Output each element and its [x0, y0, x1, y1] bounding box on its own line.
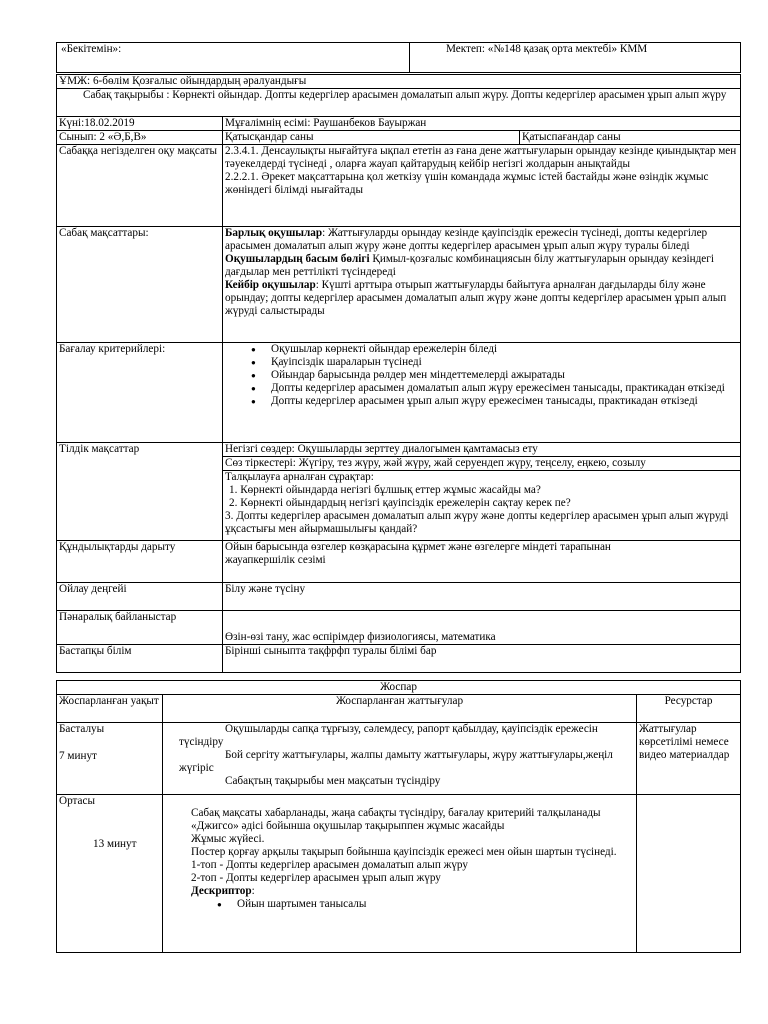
- criteria-list: [225, 343, 738, 408]
- middle-line-1: Сабақ мақсаты хабарланады, жаңа сабақты түсіндіру, бағалау критерийі талқыланады: [191, 807, 601, 819]
- values-cell: [223, 541, 741, 583]
- middle-time: 13 минут: [93, 838, 137, 850]
- middle-time-cell: [57, 795, 163, 953]
- steps-title: Жоспар: [380, 681, 417, 693]
- steps-table: [56, 680, 741, 953]
- objectives-label-cell: [57, 145, 223, 227]
- lang-question-1: 1. Көрнекті ойындарда негізгі бұлшық еттер жұмыс жасайды ма?: [229, 484, 541, 496]
- date-text: Күні:18.02.2019: [59, 117, 135, 129]
- lang-label-cell: [57, 443, 223, 541]
- present-cell: [223, 131, 520, 145]
- middle-activity-cell: [163, 795, 637, 953]
- start-line-2: Бой сергіту жаттығулары, жалпы дамыту жаттығулары, жүру жаттығулары,жеңіл жүгіріс: [179, 749, 613, 774]
- objective-1: 2.3.4.1. Денсаулықты нығайтуға ықпал ететін аз ғана дене жаттығуларын орындау кезінде қиындықтар мен тәуекелдерді түсінеді , оларға жауап қайтарудың кейбір негізгі жолдарын анықтайды: [225, 145, 737, 170]
- class-text: Сынып: 2 «Ә,Б,В»: [59, 131, 147, 143]
- start-res: Жаттығулар көрсетілімі немесе видео материалдар: [639, 723, 730, 761]
- middle-res-cell: [637, 795, 741, 953]
- thinking-text: Білу және түсіну: [225, 583, 306, 595]
- start-time-cell: [57, 723, 163, 795]
- col-time-text: Жоспарланған уақыт: [59, 695, 159, 707]
- criteria-label-cell: [57, 343, 223, 443]
- approve-text: «Бекітемін»:: [61, 43, 122, 55]
- lang-terms: Негізгі сөздер: Оқушыларды зерттеу диалогымен қамтамасыз ету: [225, 443, 538, 455]
- lang-question-2: 2. Көрнекті ойындардың негізгі қауіпсіздік ережелерін сақтау керек пе?: [229, 497, 571, 509]
- values-label-cell: [57, 541, 223, 583]
- absent-text: Қатыспағандар саны: [522, 131, 621, 143]
- objectives-label: Сабаққа негізделген оқу мақсаты: [59, 145, 218, 157]
- criteria-item: ● Ойындар барысында рөлдер мен міндеттемелерді ажыратады: [271, 369, 738, 382]
- goal-some: Кейбір оқушылар: Күшті арттыра отырып жаттығуларды байытуға арналған дағдыларды білу және орындау; допты кедергілер арасымен домалатып алып жүру және допты кедергілер арасымен ұрып алып жүруді салыстырады: [225, 279, 727, 317]
- inter-text: Өзін-өзі тану, жас өспірімдер физиологиясы, математика: [225, 631, 496, 643]
- topic-label: Сабақ тақырыбы :: [83, 89, 173, 101]
- lang-phrases-cell: [223, 457, 741, 471]
- lang-phrases: Сөз тіркестері: Жүгіру, тез жүру, жәй жүру, жай серуендеп жүру, теңселу, еңкею, созылу: [225, 457, 646, 469]
- descriptor-line: Дескриптор:: [191, 885, 255, 897]
- thinking-cell: [223, 583, 741, 611]
- approve-cell: [57, 43, 410, 73]
- descriptor-label: Дескриптор: [191, 885, 252, 897]
- goals-label-cell: [57, 227, 223, 343]
- start-line-1: Оқушыларды сапқа тұрғызу, сәлемдесу, рапорт қабылдау, қауіпсіздік ережесін түсіндіру: [179, 723, 598, 748]
- teacher-text: Мұғалімнің есімі: Раушанбеков Бауыржан: [225, 117, 427, 129]
- criteria-cell: [223, 343, 741, 443]
- thinking-label: Ойлау деңгейі: [59, 583, 127, 595]
- prior-label: Бастапқы білім: [59, 645, 132, 657]
- prior-text: Бірінші сыныпта тақфрфп туралы білімі бар: [225, 645, 437, 657]
- lang-questions-title: Талқылауға арналған сұрақтар:: [225, 471, 374, 483]
- criteria-label: Бағалау критерийлері:: [59, 343, 166, 355]
- section-cell: [57, 75, 741, 89]
- objective-2: 2.2.2.1. Әрекет мақсаттарына қол жеткізу үшін командада жұмыс істей бастайды және өзіндік жұмыс жөніндегі білімді нығайтады: [225, 171, 709, 196]
- inter-label-cell: [57, 611, 223, 645]
- start-activity-cell: [163, 723, 637, 795]
- values-text-2: жауапкершілік сезімі: [225, 554, 326, 566]
- absent-cell: [520, 131, 741, 145]
- present-text: Қатысқандар саны: [225, 131, 314, 143]
- section-text: ҰМЖ: 6-бөлім Қозғалыс ойындардың әралуандығы: [59, 75, 307, 87]
- values-text: Ойын барысында өзгелер көзқарасына құрмет және өзгелерге міндеті тарапынан: [225, 541, 611, 553]
- goals-cell: [223, 227, 741, 343]
- prior-cell: [223, 645, 741, 673]
- middle-line-2: «Джигсо» әдісі бойынша оқушылар тақырыппен жұмыс жасайды: [191, 820, 505, 832]
- teacher-cell: [223, 117, 741, 131]
- lang-question-3: 3. Допты кедергілер арасымен домалатып алып жүру және допты кедергілер арасымен ұрып алып жүруді ұқсастығы мен айырмашылығы қандай?: [225, 510, 729, 535]
- thinking-label-cell: [57, 583, 223, 611]
- middle-line-5: 1-топ - Допты кедергілер арасымен домалатып алып жүру: [191, 859, 468, 871]
- col-res-text: Ресурстар: [664, 695, 713, 707]
- objectives-cell: [223, 145, 741, 227]
- col-time-header: [57, 695, 163, 723]
- inter-cell: [223, 611, 741, 645]
- topic-cell: [57, 89, 741, 117]
- lesson-plan-table: [56, 74, 741, 673]
- middle-line-4: Постер қорғау арқылы тақырып бойынша қауіпсіздік ережесі мен ойын шартын түсінеді.: [191, 846, 617, 858]
- descriptor-item: ● Ойын шартымен танысалы: [237, 898, 634, 911]
- criteria-item: ● Оқушылар көрнекті ойындар ережелерін біледі: [271, 343, 738, 356]
- prior-label-cell: [57, 645, 223, 673]
- school-cell: [410, 43, 741, 73]
- col-res-header: [637, 695, 741, 723]
- inter-label: Пәнаралық байланыстар: [59, 611, 177, 623]
- lang-terms-cell: [223, 443, 741, 457]
- middle-label: Ортасы: [59, 795, 95, 807]
- middle-line-6: 2-топ - Допты кедергілер арасымен ұрып алып жүру: [191, 872, 441, 884]
- class-cell: [57, 131, 223, 145]
- values-label: Құндылықтарды дарыту: [59, 541, 176, 553]
- school-text: Мектеп: «№148 қазақ орта мектебі» КММ: [446, 43, 648, 55]
- criteria-item: ● Допты кедергілер арасымен домалатып алып жүру ережесімен танысады, практикадан өткізеді: [271, 382, 738, 395]
- middle-line-3: Жұмыс жүйесі.: [191, 833, 265, 845]
- steps-title-cell: [57, 681, 741, 695]
- start-res-cell: [637, 723, 741, 795]
- start-time: 7 минут: [59, 750, 97, 762]
- criteria-item: ● Допты кедергілер арасымен ұрып алып жүру ережесімен танысады, практикадан өткізеді: [271, 395, 738, 408]
- criteria-item: ● Қауіпсіздік шараларын түсінеді: [271, 356, 738, 369]
- goal-all: Барлық оқушылар: Жаттығуларды орындау кезінде қауіпсіздік ережесін түсінеді, допты кедергілер арасымен домалатып алып жүру және допты кедергілер арасымен ұрып алып жүру туралы біледі: [225, 227, 708, 252]
- col-activity-header: [163, 695, 637, 723]
- col-activity-text: Жоспарланған жаттығулар: [335, 695, 464, 707]
- lang-questions-cell: [223, 471, 741, 541]
- descriptor-list: [191, 898, 634, 911]
- header-table: [56, 42, 741, 73]
- goal-most: Оқушылардың басым бөлігі Қимыл-қозғалыс комбинациясын білу жаттығуларын орындау кезіндегі дағдылар мен реттілікті түсіндереді: [225, 253, 714, 278]
- start-label: Басталуы: [59, 723, 105, 735]
- date-cell: [57, 117, 223, 131]
- goals-label: Сабақ мақсаттары:: [59, 227, 149, 239]
- lang-label: Тілдік мақсаттар: [59, 443, 140, 455]
- topic-text: Көрнекті ойындар. Допты кедергілер арасымен домалатып алып жүру. Допты кедергілер арасымен ұрып алып жүру: [172, 89, 727, 101]
- start-line-3: Сабақтың тақырыбы мен мақсатын түсіндіру: [225, 775, 441, 787]
